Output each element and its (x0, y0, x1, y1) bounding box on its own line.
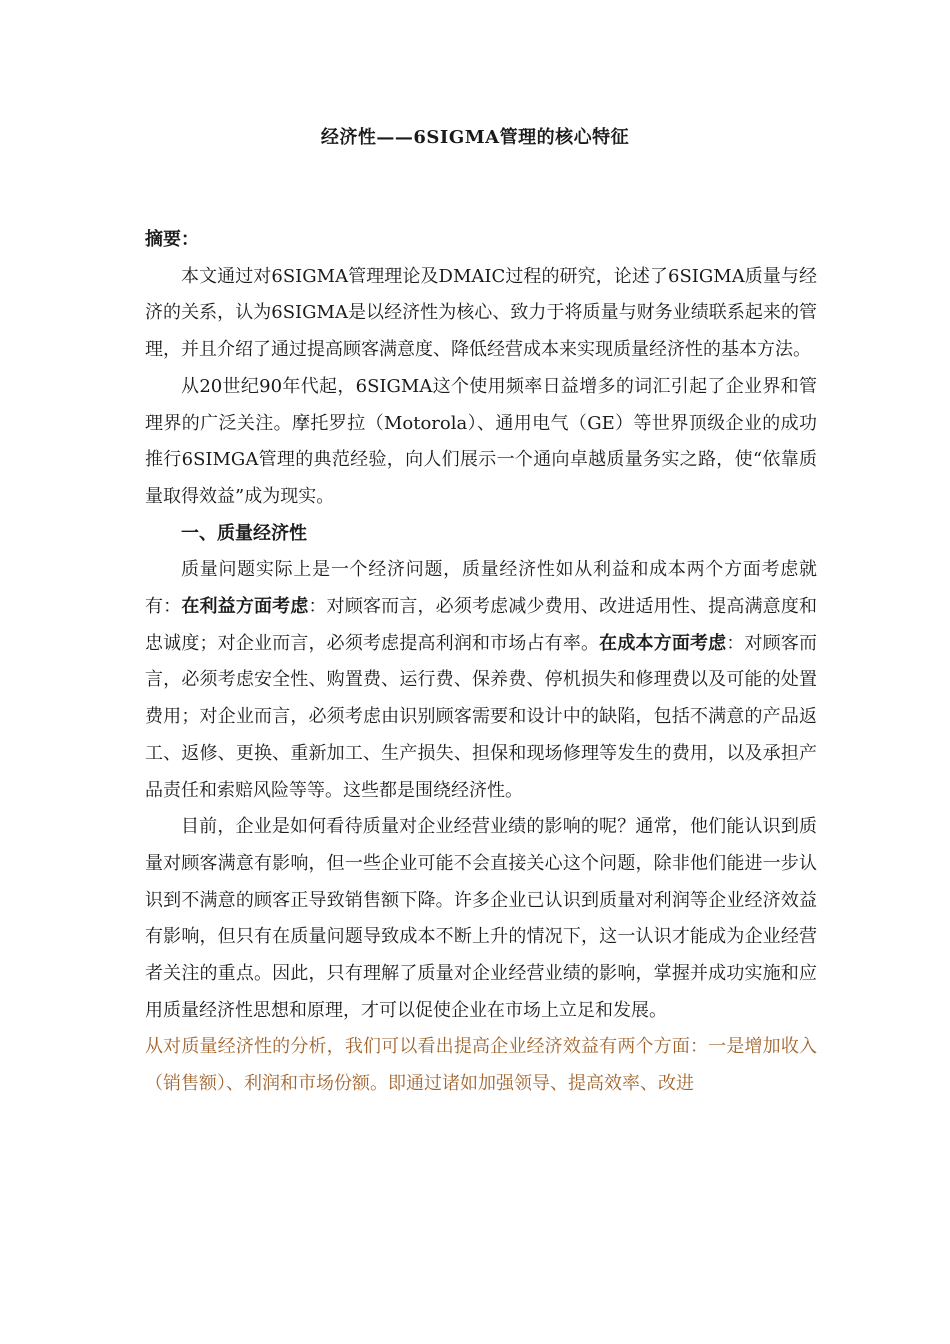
paragraph-text-segment: ：对顾客而言，必须考虑安全性、购置费、运行费、保养费、停机损失和修理费以及可能的处置费用；对企业而言，必须考虑由识别顾客需要和设计中的缺陷，包括不满意的产品返工、返修、更换、重新加工、生产损失、担保和现场修理等发生的费用，以及承担产品责任和索赔风险等等。这些都是围绕经济性。 (145, 632, 818, 801)
business-performance-paragraph: 目前，企业是如何看待质量对企业经营业绩的影响的呢？通常，他们能认识到质量对顾客满意有影响，但一些企业可能不会直接关心这个问题，除非他们能进一步认识到不满意的顾客正导致销售额下降。许多企业已认识到质量对利润等企业经济效益有影响，但只有在质量问题导致成本不断上升的情况下，这一认识才能成为企业经营者关注的重点。因此，只有理解了质量对企业经营业绩的影响，掌握并成功实施和应用质量经济性思想和原理，才可以促使企业在市场上立足和发展。 (145, 816, 817, 1021)
paragraph-text-segment: 质量问题实际上是一个经济问题，质量经济性如从利益和成本两个方面考虑就有： (145, 559, 817, 618)
bold-phrase-cost: 在成本方面考虑 (599, 632, 727, 654)
section-heading-quality-economy: 一、质量经济性 (181, 522, 307, 544)
intro-paragraph: 从20世纪90年代起，6SIGMA这个使用频率日益增多的词汇引起了企业界和管理界的广泛关注。摩托罗拉（Motorola）、通用电气（GE）等世界顶级企业的成功推行6SIMGA管理的典范经验，向人们展示一个通向卓越质量务实之路，使“依靠质量取得效益”成为现实。 (145, 375, 817, 507)
document-body (145, 222, 817, 1103)
document-title: 经济性——6SIGMA管理的核心特征 (320, 127, 630, 148)
highlighted-paragraph: 从对质量经济性的分析，我们可以看出提高企业经济效益有两个方面：一是增加收入（销售额）、利润和市场份额。即通过诸如加强领导、提高效率、改进 (145, 1036, 817, 1095)
abstract-label: 摘要： (145, 229, 199, 250)
abstract-paragraph: 本文通过对6SIGMA管理理论及DMAIC过程的研究，论述了6SIGMA质量与经济的关系，认为6SIGMA是以经济性为核心、致力于将质量与财务业绩联系起来的管理，并且介绍了通过提高顾客满意度、降低经营成本来实现质量经济性的基本方法。 (145, 265, 817, 361)
paragraph-text-segment: ：对顾客而言，必须考虑减少费用、改进适用性、提高满意度和忠诚度；对企业而言，必须考虑提高利润和市场占有率。 (145, 596, 818, 654)
quality-economy-paragraph (145, 552, 817, 809)
bold-phrase-benefit: 在利益方面考虑 (181, 596, 309, 618)
